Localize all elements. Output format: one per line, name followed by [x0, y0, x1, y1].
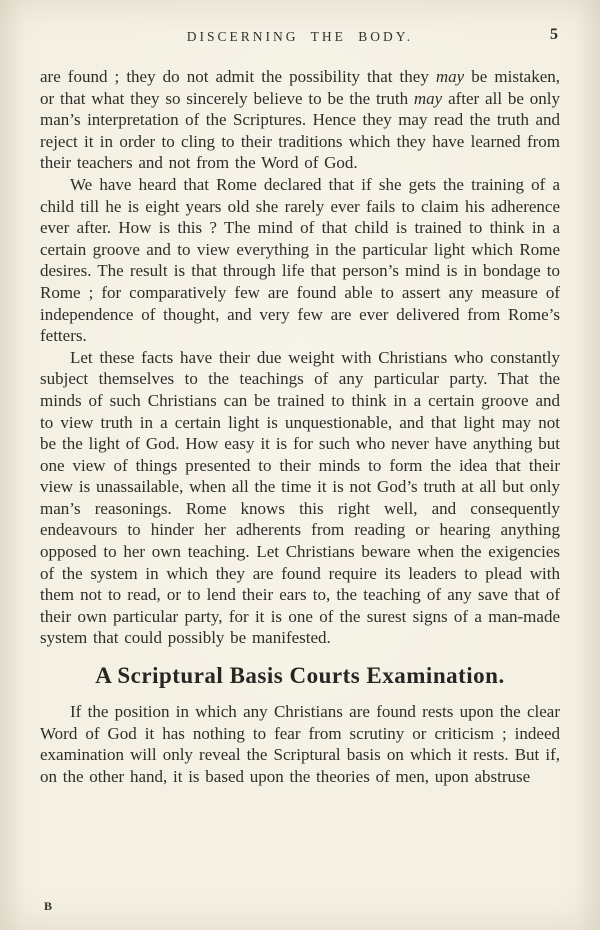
italic-word: may [413, 88, 443, 108]
page-header [0, 0, 600, 62]
printer-signature-mark: B [44, 899, 53, 913]
paragraph-continuation [40, 66, 560, 174]
running-title: DISCERNING THE BODY. [186, 29, 414, 44]
text-segment: are found ; they do not admit the possibility that they [40, 67, 436, 86]
paragraph-rome-training: We have heard that Rome declared that if she gets the training of a child till he is eight years old she rarely ever fails to claim his adherence ever after. How is this ? The mind of that child is trained to think in a certain groove and to view everything in the particular light which Rome desires. The result is that through life that person’s mind is in bondage to Rome ; for comparatively few are found able to assert any measure of independence of thought, and very few are ever delivered from Rome’s fetters. [40, 174, 560, 346]
paragraph-christians-warning: Let these facts have their due weight with Christians who constantly subject themselves to the teachings of any particular party. That the minds of such Christians can be trained to think in a certain groove and to view truth in a certain light is unquestionable, and that light may not be the light of God. How easy it is for such who never have anything but one view of things presented to their minds to form the idea that their view is unassailable, when all the time it is not God’s truth at all but only man’s reasonings. Rome knows this right well, and consequently endeavours to hinder her adherents from reading or hearing anything opposed to her own teaching. Let Christians beware when the exigencies of the system in which they are found require its leaders to plead with them not to read, or to lend their ears to, the teaching of any save that of their own particular party, for it is one of the surest signs of a man-made system that could possibly be manifested. [40, 347, 560, 648]
italic-word: may [435, 67, 465, 86]
section-heading: A Scriptural Basis Courts Examination. [95, 663, 505, 689]
text-segment: after all be only man’s interpretation of the Scriptures. Hence they may read the truth and reject it in order to cling to their traditions which they have learned from their teachers and not from the Word of God. [40, 88, 560, 173]
page-number: 5 [550, 26, 558, 43]
text-segment: be mistaken, or that what they so sincerely believe to be the truth [40, 67, 561, 108]
paragraph-scriptural-basis: If the position in which any Christians are found rests upon the clear Word of God it has nothing to fear from scrutiny or criticism ; indeed examination will only reveal the Scriptural basis on which it rests. But if, on the other hand, it is based upon the theories of men, upon abstruse [40, 702, 560, 786]
text-block [40, 66, 560, 787]
